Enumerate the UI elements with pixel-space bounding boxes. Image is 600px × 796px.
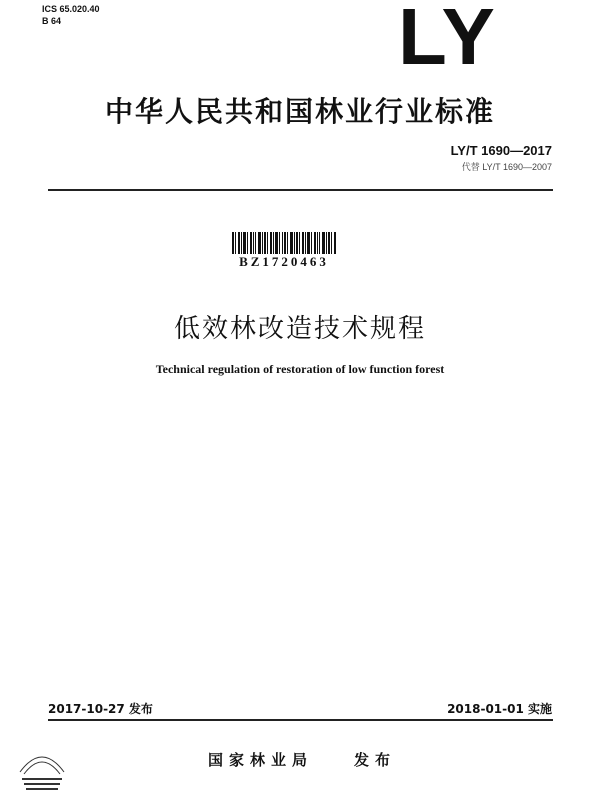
header-divider xyxy=(48,189,553,191)
standard-category-title: 中华人民共和国林业行业标准 xyxy=(104,95,495,128)
issue-date: 2017-10-27 发布 xyxy=(48,702,153,716)
publish-label: 发布 xyxy=(354,751,397,769)
document-title-cn: 低效林改造技术规程 xyxy=(173,314,426,344)
barcode-number: BZ1720463 xyxy=(239,254,329,269)
footer-divider xyxy=(48,719,553,721)
standard-number: LY/T 1690—2017 xyxy=(450,143,552,158)
publisher-emblem-icon xyxy=(14,738,70,796)
implementation-date: 2018-01-01 实施 xyxy=(447,702,552,716)
document-title-en: Technical regulation of restoration of low function forest xyxy=(155,362,445,376)
issuing-authority: 国家林业局 xyxy=(208,751,314,769)
ics-code: ICS 65.020.40 xyxy=(42,4,100,14)
ccs-code: B 64 xyxy=(42,16,62,26)
replaces-standard: 代替 LY/T 1690—2007 xyxy=(461,162,552,172)
barcode-icon xyxy=(232,232,336,254)
ly-logo: LY xyxy=(398,0,497,81)
